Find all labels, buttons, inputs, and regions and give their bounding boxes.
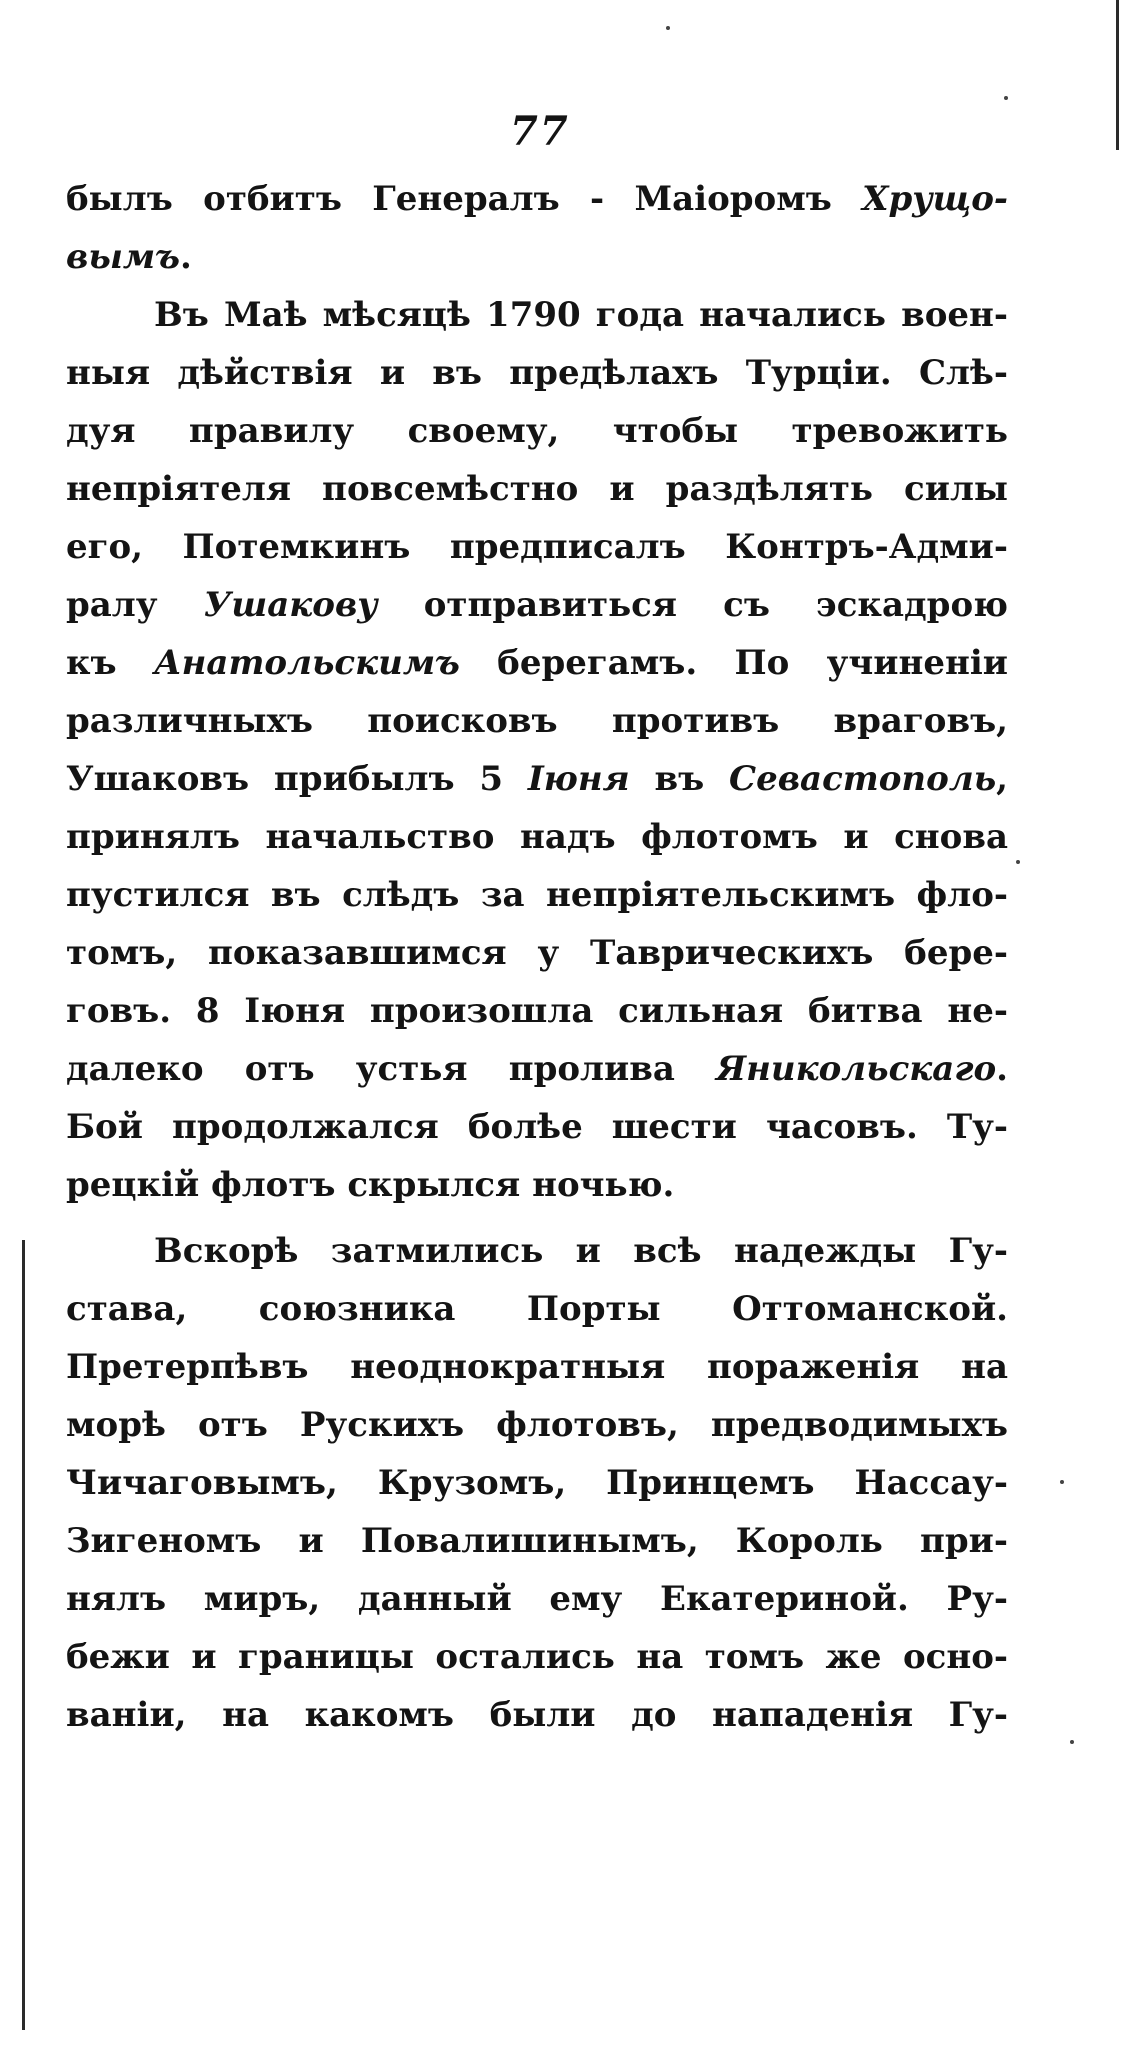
- text-line: [66, 460, 1008, 518]
- text-run: ваніи, на какомъ были до нападенія Гу-: [66, 1695, 1008, 1735]
- text-run: става, союзника Порты Оттоманской.: [66, 1289, 1008, 1329]
- print-speck: [1004, 96, 1008, 100]
- text-line: [66, 1338, 1008, 1396]
- text-run: нялъ миръ, данный ему Екатериной. Ру-: [66, 1579, 1008, 1619]
- text-line: [66, 866, 1008, 924]
- text-run: говъ. 8 Іюня произошла сильная битва не-: [66, 991, 1008, 1031]
- text-run: далеко отъ устья пролива: [66, 1049, 717, 1089]
- text-run: непріятеля повсемѣстно и раздѣлять силы: [66, 469, 1008, 509]
- print-speck: [666, 26, 670, 30]
- page-number: 77: [510, 108, 570, 155]
- print-speck: [1016, 860, 1020, 864]
- text-line: [66, 1156, 1008, 1214]
- italic-text: Севастополь: [729, 759, 997, 799]
- text-line: [66, 1570, 1008, 1628]
- text-run: томъ, показавшимся у Таврическихъ бере-: [66, 933, 1008, 973]
- text-run: въ: [629, 759, 730, 799]
- text-run: ралу: [66, 585, 204, 625]
- text-line: [66, 170, 1008, 228]
- text-run: различныхъ поисковъ противъ враговъ,: [66, 701, 1008, 741]
- text-run: Ушаковъ прибылъ 5: [66, 759, 528, 799]
- text-line: [66, 1628, 1008, 1686]
- text-line: [66, 1280, 1008, 1338]
- text-run: Чичаговымъ, Крузомъ, Принцемъ Нассау-: [66, 1463, 1008, 1503]
- text-run: Зигеномъ и Повалишинымъ, Король при-: [66, 1521, 1008, 1561]
- text-line: [66, 1686, 1008, 1744]
- text-run: дуя правилу своему, чтобы тревожить: [66, 411, 1008, 451]
- italic-text: Яникольскаго: [716, 1049, 997, 1089]
- text-line: [66, 286, 1008, 344]
- text-run: Въ Маѣ мѣсяцѣ 1790 года начались воен-: [154, 295, 1008, 335]
- text-run: ныя дѣйствія и въ предѣлахъ Турціи. Слѣ-: [66, 353, 1008, 393]
- text-run: рецкій флотъ скрылся ночью.: [66, 1165, 675, 1205]
- italic-text: Анатольскимъ: [153, 643, 460, 683]
- text-line: [66, 924, 1008, 982]
- text-run: бежи и границы остались на томъ же осно-: [66, 1637, 1008, 1677]
- text-run: пустился въ слѣдъ за непріятельскимъ фло-: [66, 875, 1008, 915]
- text-run: ,: [996, 759, 1008, 799]
- text-line: [66, 808, 1008, 866]
- text-run: морѣ отъ Рускихъ флотовъ, предводимыхъ: [66, 1405, 1008, 1445]
- text-run: принялъ начальство надъ флотомъ и снова: [66, 817, 1008, 857]
- italic-text: Ушакову: [203, 585, 378, 625]
- text-line: [66, 228, 1008, 286]
- text-run: Претерпѣвъ неоднократныя пораженія на: [66, 1347, 1008, 1387]
- text-run: Бой продолжался болѣе шести часовъ. Ту-: [66, 1107, 1008, 1147]
- print-speck: [1070, 1740, 1074, 1744]
- text-run: берегамъ. По учиненіи: [459, 643, 1008, 683]
- page-edge-line: [1116, 0, 1119, 150]
- text-line: [66, 1040, 1008, 1098]
- text-line: [66, 1396, 1008, 1454]
- text-line: [66, 750, 1008, 808]
- text-line: [66, 982, 1008, 1040]
- text-run: Вскорѣ затмились и всѣ надежды Гу-: [154, 1231, 1008, 1271]
- text-line: [66, 402, 1008, 460]
- text-run: былъ отбитъ Генералъ - Маіоромъ: [66, 179, 863, 219]
- body-text: [66, 170, 1008, 1744]
- text-run: .: [996, 1049, 1008, 1089]
- text-line: [66, 692, 1008, 750]
- italic-text: вымъ: [66, 237, 180, 277]
- page-edge-line: [22, 1240, 25, 2030]
- text-run: отправиться съ эскадрою: [377, 585, 1008, 625]
- text-line: [66, 518, 1008, 576]
- print-speck: [1060, 1480, 1064, 1484]
- italic-text: Хрущо-: [862, 179, 1008, 219]
- text-run: къ: [66, 643, 154, 683]
- text-line: [66, 1454, 1008, 1512]
- text-run: его, Потемкинъ предписалъ Контръ-Адми-: [66, 527, 1008, 567]
- text-line: [66, 634, 1008, 692]
- text-line: [66, 1098, 1008, 1156]
- text-line: [66, 1512, 1008, 1570]
- paragraph-gap: [66, 1214, 1008, 1222]
- italic-text: Іюня: [527, 759, 630, 799]
- text-run: .: [179, 237, 192, 277]
- text-line: [66, 344, 1008, 402]
- text-line: [66, 1222, 1008, 1280]
- text-line: [66, 576, 1008, 634]
